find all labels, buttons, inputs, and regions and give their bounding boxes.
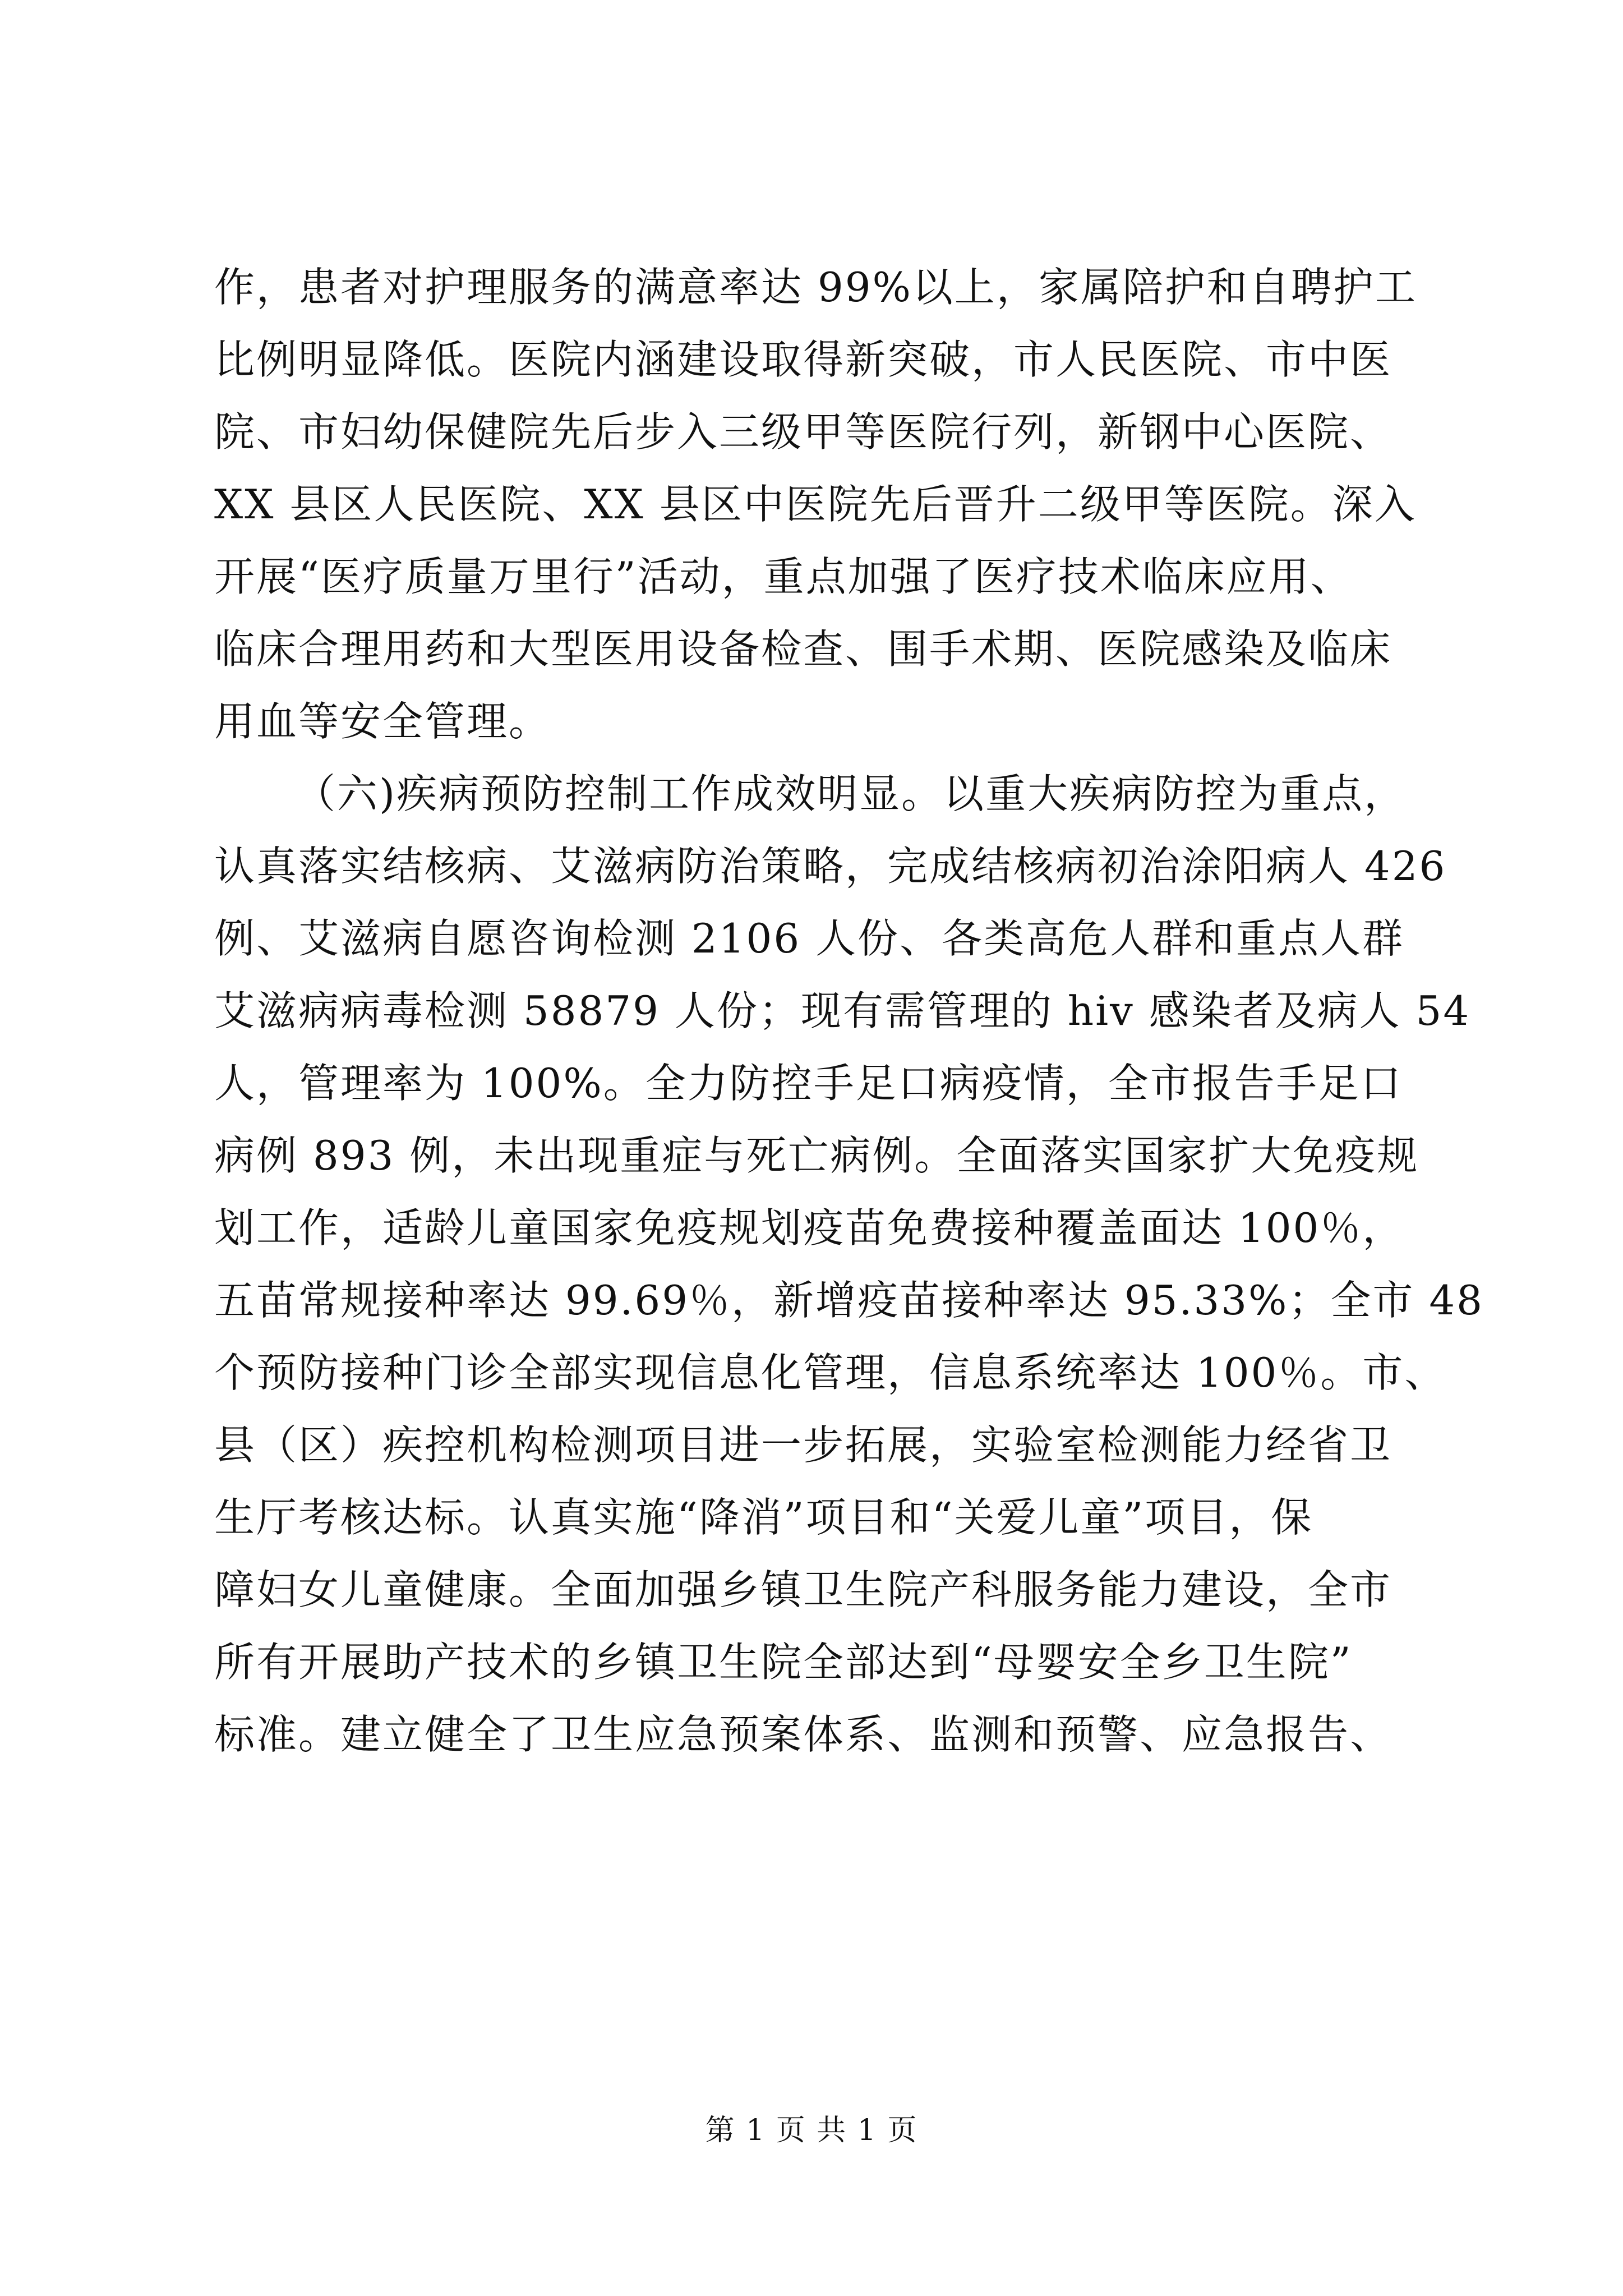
text-line: 院、市妇幼保健院先后步入三级甲等医院行列，新钢中心医院、: [214, 408, 1393, 455]
text-line: 障妇女儿童健康。全面加强乡镇卫生院产科服务能力建设，全市: [214, 1566, 1393, 1613]
text-line: XX 县区人民医院、XX 县区中医院先后晋升二级甲等医院。深入: [214, 481, 1417, 528]
text-line: 所有开展助产技术的乡镇卫生院全部达到“母婴安全乡卫生院”: [214, 1639, 1353, 1686]
text-line: 五苗常规接种率达 99.69％，新增疫苗接种率达 95.33%；全市 48: [214, 1277, 1484, 1324]
text-line: 用血等安全管理。: [214, 698, 551, 745]
text-line: 开展“医疗质量万里行”活动，重点加强了医疗技术临床应用、: [214, 553, 1353, 600]
text-line: 生厅考核达标。认真实施“降消”项目和“关爱儿童”项目，保: [214, 1494, 1313, 1541]
text-line: 认真落实结核病、艾滋病防治策略，完成结核病初治涂阳病人 426: [214, 843, 1447, 890]
text-line: 艾滋病病毒检测 58879 人份；现有需管理的 hiv 感染者及病人 54: [214, 987, 1471, 1034]
section-heading-line: （六)疾病预防控制工作成效明显。以重大疾病防控为重点，: [295, 770, 1407, 817]
text-line: 人，管理率为 100%。全力防控手足口病疫情，全市报告手足口: [214, 1060, 1403, 1107]
text-line: 临床合理用药和大型医用设备检查、围手术期、医院感染及临床: [214, 625, 1393, 673]
page-footer: 第 1 页 共 1 页: [705, 2114, 918, 2147]
text-line: 作，患者对护理服务的满意率达 99%以上，家属陪护和自聘护工: [214, 264, 1417, 311]
text-line: 划工作，适龄儿童国家免疫规划疫苗免费接种覆盖面达 100％，: [214, 1204, 1405, 1251]
text-line: 例、艾滋病自愿咨询检测 2106 人份、各类高危人群和重点人群: [214, 915, 1405, 962]
text-line: 比例明显降低。医院内涵建设取得新突破，市人民医院、市中医: [214, 336, 1393, 383]
text-line: 县（区）疾控机构检测项目进一步拓展，实验室检测能力经省卫: [214, 1421, 1393, 1469]
body-text: [214, 251, 1484, 1771]
text-line: 个预防接种门诊全部实现信息化管理，信息系统率达 100％。市、: [214, 1349, 1447, 1396]
text-line: 病例 893 例，未出现重症与死亡病例。全面落实国家扩大免疫规: [214, 1132, 1419, 1179]
text-line: 标准。建立健全了卫生应急预案体系、监测和预警、应急报告、: [214, 1711, 1393, 1758]
